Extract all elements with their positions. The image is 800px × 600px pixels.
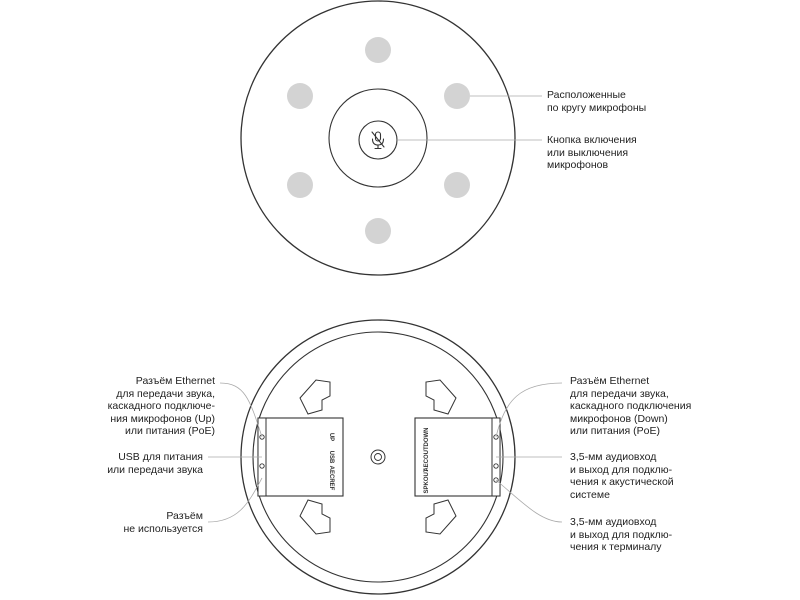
label-unused xyxy=(123,510,203,535)
center-screw-inner xyxy=(375,454,382,461)
label-line: Разъём Ethernet xyxy=(570,375,650,387)
port-marker xyxy=(260,464,264,468)
label-line: 3,5-мм аудиовход xyxy=(570,451,657,463)
microphone-dot xyxy=(365,218,391,244)
label-line: системе xyxy=(570,488,610,501)
label-line: каскадного подключе- xyxy=(107,400,215,412)
bottom-view xyxy=(208,320,562,594)
label-line: и выход для подклю- xyxy=(570,528,673,541)
label-line: по кругу микрофоны xyxy=(547,101,647,114)
label-line: микрофонов xyxy=(547,159,609,171)
label-line: Расположенные xyxy=(547,89,626,101)
label-line: не используется xyxy=(123,522,203,535)
label-ethernet-down xyxy=(570,375,691,438)
label-line: для передачи звука, xyxy=(570,387,669,400)
label-line: или питания (PoE) xyxy=(570,425,660,437)
label-audio-speaker xyxy=(570,451,674,501)
port-label-spkout: SPKOUT xyxy=(424,468,430,494)
port-label-up: UP xyxy=(328,432,334,442)
microphone-dot xyxy=(287,172,313,198)
port-label-aecout: AECOUT xyxy=(424,446,430,472)
label-audio-terminal xyxy=(570,516,672,554)
label-line: или передачи звука xyxy=(107,463,203,476)
port-label-usb: USB xyxy=(328,450,334,464)
label-line: микрофонов (Down) xyxy=(570,412,668,425)
microphone-dot xyxy=(444,172,470,198)
label-line: Разъём Ethernet xyxy=(135,375,215,387)
label-line: чения к терминалу xyxy=(570,541,662,553)
label-line: USB для питания xyxy=(118,451,203,463)
label-line: или выключения xyxy=(547,146,629,159)
label-line: чения к акустической xyxy=(570,476,674,488)
label-line: ния микрофонов (Up) xyxy=(110,412,215,425)
label-ethernet-up xyxy=(108,375,215,438)
microphone-dot xyxy=(444,83,470,109)
top-view xyxy=(241,1,542,275)
label-mics xyxy=(547,89,646,114)
microphone-dot xyxy=(365,37,391,63)
port-label-down: DOWN xyxy=(424,427,430,447)
label-line: 3,5-мм аудиовход xyxy=(570,516,657,528)
microphone-dot xyxy=(287,83,313,109)
label-mute-button xyxy=(547,134,637,172)
label-line: каскадного подключения xyxy=(570,400,692,412)
label-usb xyxy=(107,451,203,476)
port-marker xyxy=(494,464,498,468)
label-line: Кнопка включения xyxy=(547,134,637,146)
label-line: или питания (PoE) xyxy=(125,425,215,437)
label-line: для передачи звука, xyxy=(116,387,215,400)
label-line: и выход для подклю- xyxy=(570,463,673,476)
port-label-aecref: AECREF xyxy=(328,465,334,491)
label-line: Разъём xyxy=(166,510,203,522)
